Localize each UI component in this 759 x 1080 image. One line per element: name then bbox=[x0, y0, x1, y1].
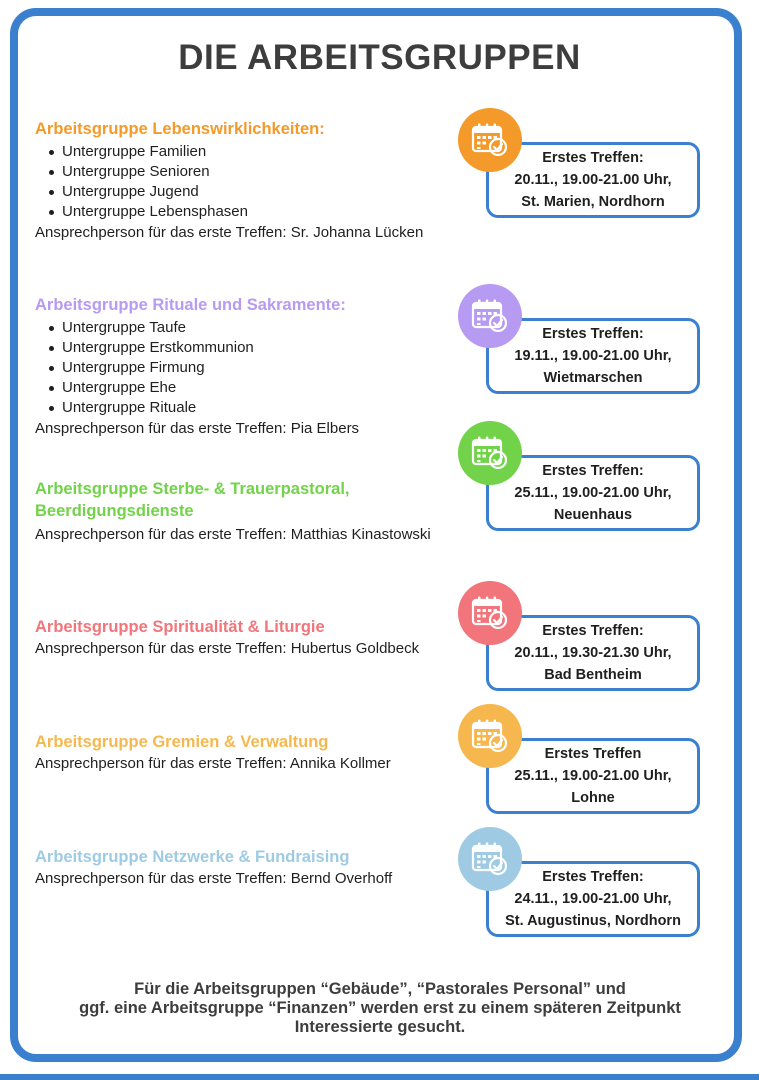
calendar-check-icon bbox=[458, 421, 522, 485]
meeting-place: St. Marien, Nordhorn bbox=[521, 194, 665, 210]
list-item: Untergruppe Jugend bbox=[62, 182, 465, 202]
contact-person: Ansprechperson für das erste Treffen: Matthias Kinastowski bbox=[35, 526, 431, 543]
group-netzwerke-fundraising bbox=[35, 846, 465, 889]
list-item: Untergruppe Lebensphasen bbox=[62, 202, 465, 222]
contact-person: Ansprechperson für das erste Treffen: Pia Elbers bbox=[35, 420, 360, 437]
group-sterbe-trauerpastoral bbox=[35, 478, 465, 545]
meeting-date: 25.11., 19.00-21.00 Uhr, bbox=[514, 768, 672, 784]
meeting-place: St. Augustinus, Nordhorn bbox=[505, 913, 681, 929]
meeting-label: Erstes Treffen bbox=[544, 746, 642, 762]
list-item: Untergruppe Ehe bbox=[62, 378, 465, 398]
group-spiritualitaet-liturgie bbox=[35, 616, 465, 659]
meeting-date: 19.11., 19.00-21.00 Uhr, bbox=[514, 348, 672, 364]
meeting-date: 20.11., 19.30-21.30 Uhr, bbox=[514, 645, 672, 661]
subgroup-list bbox=[35, 318, 465, 418]
meeting-label: Erstes Treffen: bbox=[542, 869, 644, 885]
group-title: Arbeitsgruppe Sterbe- & Trauerpastoral, bbox=[35, 480, 350, 498]
subgroup-list bbox=[35, 142, 465, 222]
page-title: DIE ARBEITSGRUPPEN bbox=[178, 38, 581, 77]
group-gremien-verwaltung bbox=[35, 731, 465, 774]
calendar-check-icon bbox=[458, 108, 522, 172]
contact-person: Ansprechperson für das erste Treffen: Annika Kollmer bbox=[35, 755, 391, 772]
list-item: Untergruppe Rituale bbox=[62, 398, 465, 418]
contact-person: Ansprechperson für das erste Treffen: Sr. Johanna Lücken bbox=[35, 224, 424, 241]
group-title: Arbeitsgruppe Spiritualität & Liturgie bbox=[35, 618, 325, 636]
calendar-check-icon bbox=[458, 827, 522, 891]
list-item: Untergruppe Familien bbox=[62, 142, 465, 162]
group-rituale-sakramente bbox=[35, 294, 465, 439]
group-title: Arbeitsgruppe Gremien & Verwaltung bbox=[35, 733, 329, 751]
contact-person: Ansprechperson für das erste Treffen: Bernd Overhoff bbox=[35, 870, 393, 887]
group-title: Arbeitsgruppe Rituale und Sakramente: bbox=[35, 296, 346, 314]
meeting-place: Neuenhaus bbox=[553, 507, 633, 523]
list-item: Untergruppe Taufe bbox=[62, 318, 465, 338]
bottom-edge bbox=[0, 1074, 759, 1080]
meeting-label: Erstes Treffen: bbox=[542, 463, 644, 479]
meeting-date: 20.11., 19.00-21.00 Uhr, bbox=[514, 172, 672, 188]
group-title: Arbeitsgruppe Netzwerke & Fundraising bbox=[35, 848, 350, 866]
footer-line: Für die Arbeitsgruppen “Gebäude”, “Pastorales Personal” und bbox=[134, 980, 626, 998]
group-title: Arbeitsgruppe Lebenswirklichkeiten: bbox=[35, 120, 325, 138]
footer-note bbox=[30, 980, 730, 1037]
footer-line: Interessierte gesucht. bbox=[294, 1018, 466, 1036]
list-item: Untergruppe Senioren bbox=[62, 162, 465, 182]
group-lebenswirklichkeiten bbox=[35, 118, 465, 243]
list-item: Untergruppe Erstkommunion bbox=[62, 338, 465, 358]
calendar-check-icon bbox=[458, 704, 522, 768]
group-title-line2: Beerdigungsdienste bbox=[35, 502, 194, 520]
calendar-check-icon bbox=[458, 284, 522, 348]
meeting-label: Erstes Treffen: bbox=[542, 623, 644, 639]
meeting-label: Erstes Treffen: bbox=[542, 150, 644, 166]
meeting-date: 25.11., 19.00-21.00 Uhr, bbox=[514, 485, 672, 501]
calendar-check-icon bbox=[458, 581, 522, 645]
contact-person: Ansprechperson für das erste Treffen: Hubertus Goldbeck bbox=[35, 640, 420, 657]
meeting-date: 24.11., 19.00-21.00 Uhr, bbox=[514, 891, 672, 907]
meeting-place: Lohne bbox=[571, 790, 615, 806]
meeting-place: Wietmarschen bbox=[543, 370, 643, 386]
footer-line: ggf. eine Arbeitsgruppe “Finanzen” werden erst zu einem späteren Zeitpunkt bbox=[79, 999, 681, 1017]
meeting-label: Erstes Treffen: bbox=[542, 326, 644, 342]
list-item: Untergruppe Firmung bbox=[62, 358, 465, 378]
meeting-place: Bad Bentheim bbox=[544, 667, 642, 683]
